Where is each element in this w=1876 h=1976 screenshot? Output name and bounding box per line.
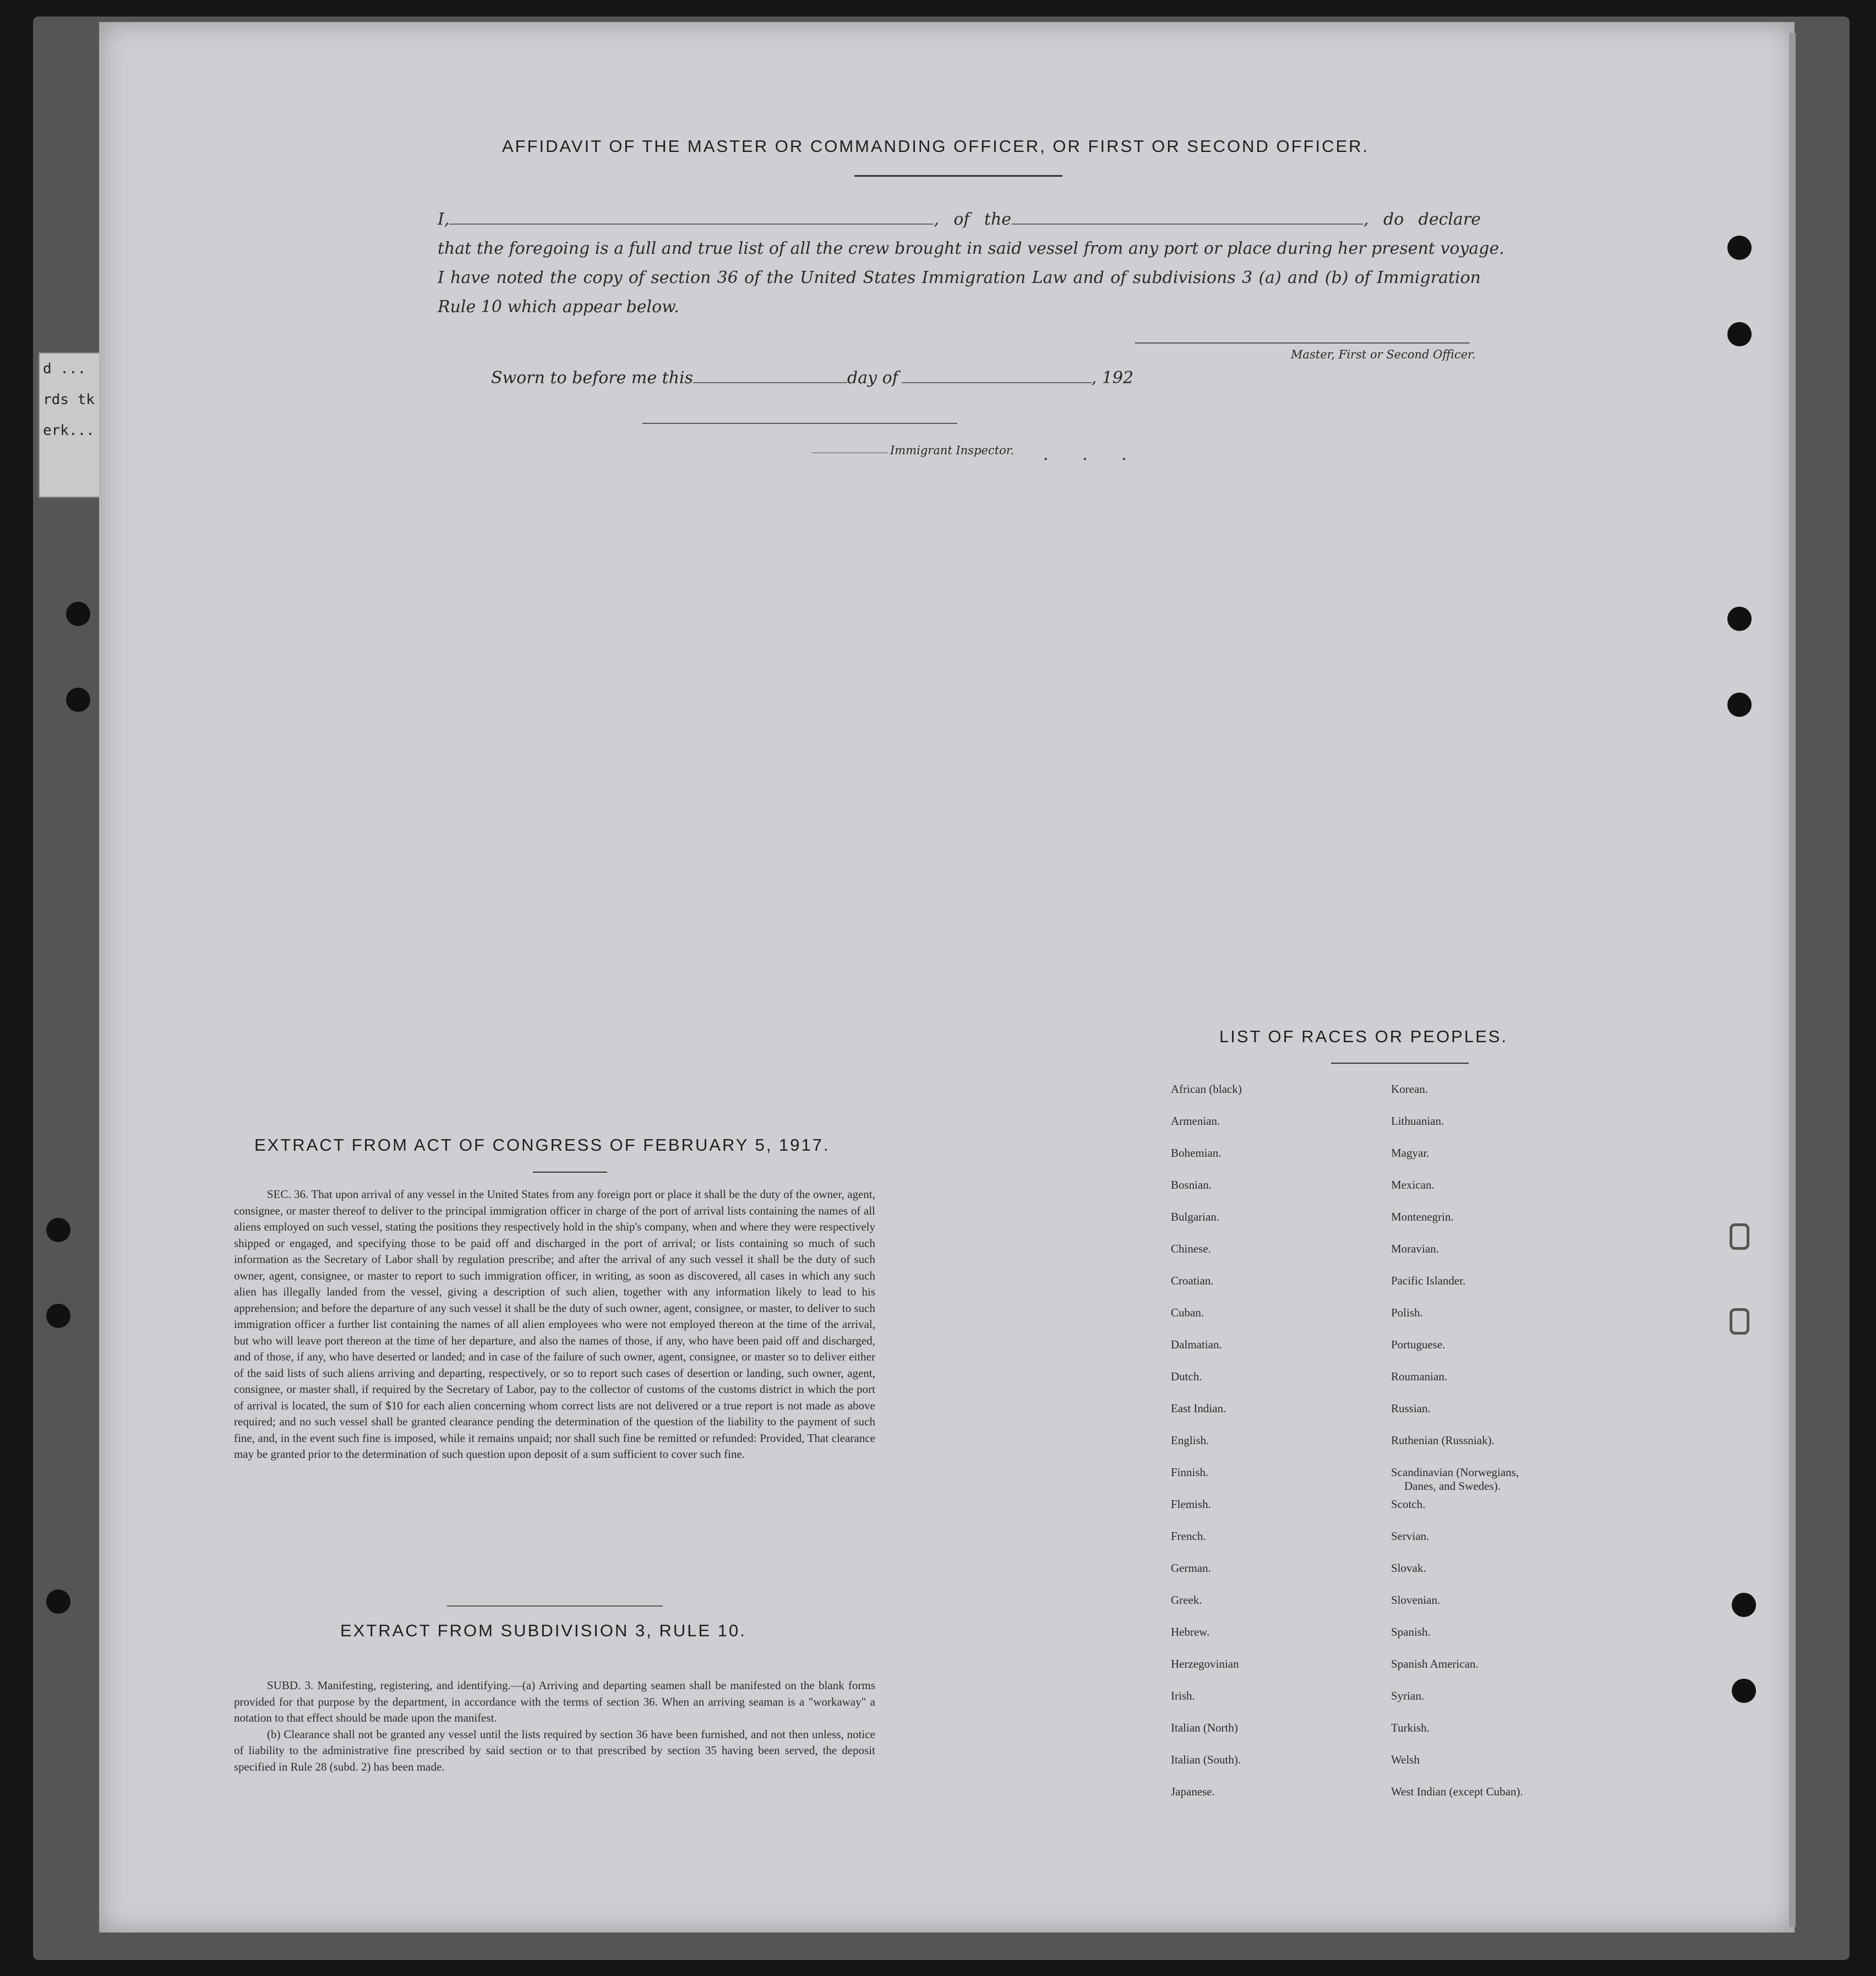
punch-hole bbox=[1727, 693, 1752, 717]
race-item: French. bbox=[1171, 1529, 1206, 1543]
punch-hole bbox=[1732, 1593, 1756, 1617]
declaration-line-1 bbox=[438, 205, 1481, 234]
sworn-day-blank[interactable] bbox=[693, 368, 847, 383]
rule-title: EXTRACT FROM SUBDIVISION 3, RULE 10. bbox=[340, 1621, 746, 1640]
race-item: Russian. bbox=[1391, 1402, 1431, 1415]
act-section-36-text bbox=[234, 1186, 875, 1463]
race-item: West Indian (except Cuban). bbox=[1391, 1785, 1523, 1798]
affidavit-title: AFFIDAVIT OF THE MASTER OR COMMANDING OFFICER, OR FIRST OR SECOND OFFICER. bbox=[502, 137, 1370, 156]
punch-hole bbox=[66, 602, 90, 626]
rule-paragraph-a: SUBD. 3. Manifesting, registering, and identifying.—(a) Arriving and departing seamen shall be manifested on the blank forms provided for that purpose by the department, in accordance with the terms of section 36. When an arriving seaman is a "workaway" a notation to that effect should be made upon the manifest. bbox=[234, 1679, 875, 1724]
declaration-line-4: Rule 10 which appear below. bbox=[438, 297, 679, 317]
race-item: Lithuanian. bbox=[1391, 1114, 1444, 1128]
section-divider bbox=[447, 1605, 663, 1607]
act-title: EXTRACT FROM ACT OF CONGRESS OF FEBRUARY 5, 1917. bbox=[254, 1135, 830, 1155]
race-item: East Indian. bbox=[1171, 1402, 1226, 1415]
punch-hole bbox=[1727, 236, 1752, 260]
race-item: Irish. bbox=[1171, 1689, 1195, 1702]
race-item: English. bbox=[1171, 1434, 1209, 1447]
master-signature-label: Master, First or Second Officer. bbox=[1291, 348, 1476, 361]
punch-hole bbox=[46, 1218, 70, 1242]
punch-hole bbox=[66, 688, 90, 712]
race-item: Italian (North) bbox=[1171, 1721, 1238, 1734]
punch-hole bbox=[1727, 607, 1752, 631]
inspector-signature-line[interactable] bbox=[642, 423, 957, 424]
punch-hole bbox=[1727, 322, 1752, 346]
race-item: German. bbox=[1171, 1561, 1211, 1575]
race-item: Mexican. bbox=[1391, 1178, 1435, 1191]
race-item: Armenian. bbox=[1171, 1114, 1220, 1128]
dots: . . . bbox=[1043, 445, 1141, 464]
race-item: Spanish American. bbox=[1391, 1657, 1479, 1670]
declaration-line-2: that the foregoing is a full and true list of all the crew brought in said vessel from any port or place during her present voyage. bbox=[438, 239, 1504, 258]
margin-fragment: d ... bbox=[43, 361, 86, 377]
sworn-line bbox=[491, 368, 1133, 388]
race-item: Hebrew. bbox=[1171, 1625, 1210, 1638]
rule-text bbox=[234, 1678, 875, 1775]
race-item: Greek. bbox=[1171, 1593, 1202, 1607]
margin-fragment: rds tk bbox=[43, 391, 95, 408]
margin-strip bbox=[39, 352, 101, 498]
race-item: Flemish. bbox=[1171, 1498, 1211, 1511]
race-item: Portuguese. bbox=[1391, 1338, 1446, 1351]
punch-hole bbox=[1730, 1223, 1749, 1250]
race-item: Montenegrin. bbox=[1391, 1210, 1454, 1223]
declaration-line-3: I have noted the copy of section 36 of the United States Immigration Law and of subdivisions 3 (a) and (b) of Immigration bbox=[438, 268, 1481, 287]
margin-fragment: erk... bbox=[43, 422, 95, 439]
race-item: Chinese. bbox=[1171, 1242, 1211, 1255]
race-item: Polish. bbox=[1391, 1306, 1423, 1319]
race-item: Bohemian. bbox=[1171, 1146, 1221, 1160]
race-item: Croatian. bbox=[1171, 1274, 1214, 1287]
race-item: Moravian. bbox=[1391, 1242, 1439, 1255]
races-title-rule bbox=[1331, 1063, 1469, 1064]
sworn-month-blank[interactable] bbox=[902, 368, 1092, 383]
do-declare-label: , do declare bbox=[1364, 210, 1481, 229]
race-item: Spanish. bbox=[1391, 1625, 1431, 1638]
race-item: Italian (South). bbox=[1171, 1753, 1241, 1766]
race-item: Dalmatian. bbox=[1171, 1338, 1222, 1351]
name-blank[interactable] bbox=[449, 207, 934, 225]
punch-hole bbox=[46, 1589, 70, 1614]
race-item: Herzegovinian bbox=[1171, 1657, 1239, 1670]
race-item: Bosnian. bbox=[1171, 1178, 1212, 1191]
page-edge bbox=[1789, 33, 1796, 1927]
race-item: Pacific Islander. bbox=[1391, 1274, 1466, 1287]
race-item: Bulgarian. bbox=[1171, 1210, 1220, 1223]
punch-hole bbox=[1732, 1679, 1756, 1703]
rule-paragraph-b: (b) Clearance shall not be granted any vessel until the lists required by section 36 have been furnished, and not then unless, notice of liability to the administrative fine prescribed by said section or to that prescribed by section 35 having been served, the deposit specified in Rule 28 (subd. 2) has been made. bbox=[234, 1727, 875, 1773]
race-item: Scotch. bbox=[1391, 1498, 1426, 1511]
race-item: Slovenian. bbox=[1391, 1593, 1441, 1607]
race-item: Ruthenian (Russniak). bbox=[1391, 1434, 1495, 1447]
vessel-blank[interactable] bbox=[1011, 207, 1364, 225]
race-item: Turkish. bbox=[1391, 1721, 1430, 1734]
day-of-label: day of bbox=[847, 368, 898, 388]
punch-hole bbox=[46, 1304, 70, 1328]
declaration-text bbox=[438, 205, 1504, 322]
race-item: Finnish. bbox=[1171, 1466, 1209, 1479]
act-title-rule bbox=[533, 1172, 607, 1173]
race-item: Scandinavian (Norwegians, bbox=[1391, 1466, 1519, 1479]
punch-hole bbox=[1730, 1308, 1749, 1335]
inspector-label: Immigrant Inspector. bbox=[890, 444, 1015, 457]
title-rule bbox=[854, 175, 1062, 177]
race-item: African (black) bbox=[1171, 1082, 1242, 1096]
master-signature-line[interactable] bbox=[1135, 342, 1470, 344]
race-item: Servian. bbox=[1391, 1529, 1430, 1543]
race-item: Syrian. bbox=[1391, 1689, 1425, 1702]
sworn-prefix: Sworn to before me this bbox=[491, 368, 694, 388]
race-item: Korean. bbox=[1391, 1082, 1428, 1096]
race-item: Welsh bbox=[1391, 1753, 1420, 1766]
races-title: LIST OF RACES OR PEOPLES. bbox=[1219, 1027, 1508, 1046]
race-item: Dutch. bbox=[1171, 1370, 1202, 1383]
race-item: Cuban. bbox=[1171, 1306, 1204, 1319]
act-paragraph: SEC. 36. That upon arrival of any vessel in the United States from any foreign port or place it shall be the duty of the owner, agent, consignee, or master thereof to deliver to the principal immigration officer in charge of the port of arrival lists containing the names of all aliens employed on such vessel, stating the positions they respectively hold in the ship's company, when and where they were respectively shipped or engaged, and specifying those to be paid off and discharged in the port of arrival; or lists containing so much of such information as the Secretary of Labor shall by regulation prescribe; and after the arrival of any such vessel it shall be the duty of such owner, agent, consignee, or master to report to such immigration officer, in writing, as soon as discovered, all cases in which any such alien has illegally landed from the vessel, giving a description of such alien, together with any information likely to lead to his apprehension; and before the departure of any such vessel it shall be the duty of such owner, agent, consignee, or master, to deliver to such immigration officer a further list containing the names of all alien employees who were not employed thereon at the time of the arrival, but who will leave port thereon at the time of her departure, and also the names of those, if any, who have been paid off and discharged, and of those, if any, who have deserted or landed; and in case of the failure of such owner, agent, consignee, or master so to deliver either of the said lists of such aliens arriving and departing, respectively, or so to report such cases of desertion or landing, such owner, agent, consignee, or master shall, if required by the Secretary of Labor, pay to the collector of customs of the customs district in which the port of arrival is located, the sum of $10 for each alien concerning whom correct lists are not delivered or a true report is not made as above required; and no such vessel shall be granted clearance pending the determination of the question of the liability to the payment of such fine, and, in the event such fine is imposed, while it remains unpaid; nor shall such fine be remitted or refunded: Provided, That clearance may be granted prior to the determination of such question upon deposit of a sum sufficient to cover such fine. bbox=[234, 1188, 875, 1461]
year-label: , 192 bbox=[1091, 368, 1134, 388]
race-item: Magyar. bbox=[1391, 1146, 1430, 1160]
race-item: Slovak. bbox=[1391, 1561, 1426, 1575]
of-the-label: , of the bbox=[934, 210, 1012, 229]
race-item: Roumanian. bbox=[1391, 1370, 1448, 1383]
race-item: Japanese. bbox=[1171, 1785, 1215, 1798]
race-item: Danes, and Swedes). bbox=[1404, 1479, 1501, 1493]
i-label: I, bbox=[438, 210, 450, 229]
